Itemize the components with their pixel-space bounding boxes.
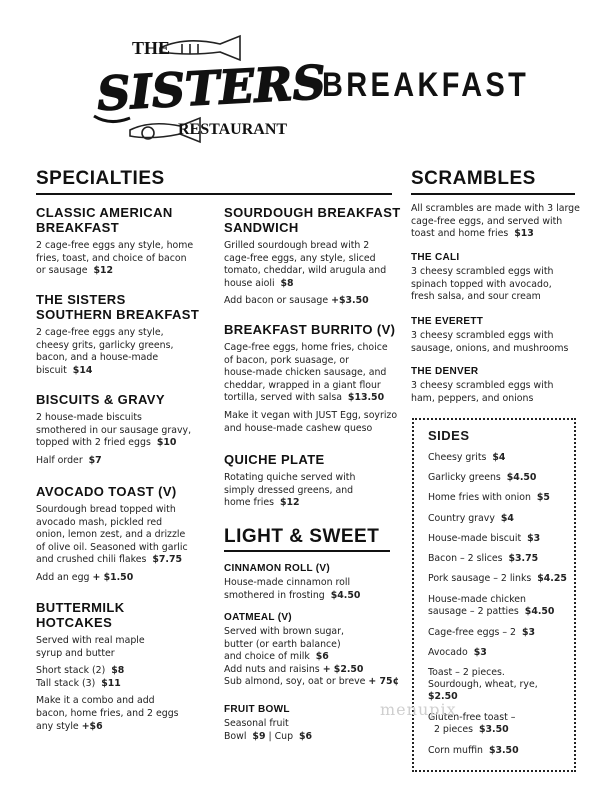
- light-sweet-rule: [224, 550, 390, 552]
- item-description: 3 cheesy scrambled eggs with spinach topped with avocado, fresh salsa, and sour cream: [411, 266, 554, 303]
- side-item: House-made chicken sausage – 2 patties $4.50: [428, 594, 555, 617]
- side-item: Home fries with onion $5: [428, 492, 550, 503]
- side-item: Gluten-free toast – 2 pieces $3.50: [428, 712, 516, 735]
- scrambles-rule: [411, 193, 575, 195]
- page-title: BREAKFAST: [322, 66, 530, 104]
- item-name: THE DENVER: [411, 366, 479, 377]
- item-description: 3 cheesy scrambled eggs with sausage, onions, and mushrooms: [411, 330, 569, 354]
- menu-item: [224, 452, 404, 510]
- item-name: THE SISTERS: [36, 292, 126, 307]
- specialties-heading: SPECIALTIES: [36, 168, 165, 189]
- item-price: $12: [93, 265, 114, 277]
- item-price: $13.50: [347, 392, 385, 404]
- menu-item: [224, 205, 404, 308]
- menu-item: [411, 316, 586, 355]
- item-name: FRUIT BOWL: [224, 704, 290, 715]
- item-name: AVOCADO TOAST (V): [36, 484, 177, 499]
- menu-item: [224, 563, 404, 602]
- light-sweet-heading: LIGHT & SWEET: [224, 526, 380, 547]
- side-item: Corn muffin $3.50: [428, 745, 519, 756]
- item-description: 2 cage-free eggs any style, home fries, toast, and choice of bacon or sausage $12: [36, 240, 194, 277]
- item-price: $4.50: [330, 589, 361, 601]
- side-item: Avocado $3: [428, 647, 487, 658]
- menu-item: [36, 292, 214, 377]
- item-name: BREAKFAST BURRITO (V): [224, 322, 396, 337]
- item-name: OATMEAL (V): [224, 612, 292, 623]
- item-price: $8: [280, 277, 294, 289]
- item-name: SANDWICH: [224, 220, 299, 235]
- item-name: BUTTERMILK: [36, 600, 125, 615]
- specialties-rule: [36, 193, 392, 195]
- item-description: Sourdough bread topped with avocado mash, pickled red onion, lemon zest, and a drizzle of olive oil. Seasoned with garlic and crushed chili flakes $7.75 Add an egg + $1.50: [36, 504, 188, 583]
- item-name: THE EVERETT: [411, 316, 484, 327]
- menu-item: [36, 484, 216, 585]
- item-name: BREAKFAST: [36, 220, 120, 235]
- item-description: House-made cinnamon roll smothered in frosting $4.50: [224, 577, 361, 601]
- item-price: $12: [279, 497, 300, 509]
- side-item: Pork sausage – 2 links $4.25: [428, 573, 567, 584]
- scrambles-price: $13: [514, 228, 534, 240]
- item-name: QUICHE PLATE: [224, 452, 325, 467]
- item-description: 2 house-made biscuits smothered in our sausage gravy, topped with 2 fried eggs $10 Half order $7: [36, 412, 192, 466]
- menu-item: [411, 252, 581, 304]
- scrambles-heading: SCRAMBLES: [411, 168, 536, 189]
- item-price: $6: [315, 651, 329, 663]
- item-description: 2 cage-free eggs any style, cheesy grits, garlicky greens, bacon, and a house-made biscuit $14: [36, 327, 174, 376]
- side-item: Bacon – 2 slices $3.75: [428, 553, 539, 564]
- menu-item: [36, 205, 214, 278]
- item-name: CINNAMON ROLL (V): [224, 563, 331, 574]
- side-item: Toast – 2 pieces. Sourdough, wheat, rye, $2.50: [428, 667, 538, 702]
- item-price: $7.75: [152, 554, 183, 566]
- menu-item: [224, 322, 404, 435]
- item-name: HOTCAKES: [36, 615, 113, 630]
- scrambles-intro: All scrambles are made with 3 large cage-free eggs, and served with toast and home fries $13: [411, 203, 580, 240]
- item-description: Seasonal fruit Bowl $9 | Cup $6: [224, 718, 313, 742]
- side-item: Garlicky greens $4.50: [428, 472, 537, 483]
- item-description: Served with brown sugar, butter (or earth balance) and choice of milk $6 Add nuts and raisins + $2.50 Sub almond, soy, oat or breve + 75¢: [224, 626, 400, 688]
- item-name: THE CALI: [411, 252, 460, 263]
- menu-item: [411, 366, 581, 405]
- item-description: Cage-free eggs, home fries, choice of bacon, pork suasage, or house-made chicken sausage, and cheddar, wrapped in a giant flour tortilla, served with salsa $13.50 Make it vegan with JUST Egg, soyrizo and house-made cashew queso: [224, 342, 398, 434]
- item-name: SOUTHERN BREAKFAST: [36, 307, 200, 322]
- logo-sisters: SISTERS: [95, 55, 327, 121]
- item-name: BISCUITS & GRAVY: [36, 392, 165, 407]
- item-description: Served with real maple syrup and butter Short stack (2) $8 Tall stack (3) $11 Make it a combo and add bacon, home fries, and 2 eggs any style +$6: [36, 635, 179, 732]
- logo-restaurant: RESTAURANT: [178, 121, 288, 138]
- side-item: Cheesy grits $4: [428, 452, 506, 463]
- watermark: menupix: [380, 700, 457, 719]
- menu-item: [224, 612, 404, 689]
- item-price: $14: [72, 364, 93, 376]
- item-description: Rotating quiche served with simply dressed greens, and home fries $12: [224, 472, 356, 509]
- side-item: Country gravy $4: [428, 513, 514, 524]
- menu-item: [36, 600, 214, 733]
- item-description: Grilled sourdough bread with 2 cage-free eggs, any style, sliced tomato, cheddar, wild arugula and house aioli $8 Add bacon or sausage +$3.50: [224, 240, 387, 307]
- side-item: Cage-free eggs – 2 $3: [428, 627, 536, 638]
- side-item: House-made biscuit $3: [428, 533, 541, 544]
- menu-item: [36, 392, 214, 467]
- item-name: CLASSIC AMERICAN: [36, 205, 173, 220]
- item-name: SOURDOUGH BREAKFAST: [224, 205, 401, 220]
- menu-item: [224, 704, 404, 743]
- item-description: 3 cheesy scrambled eggs with ham, peppers, and onions: [411, 380, 554, 404]
- logo-the: THE: [132, 38, 171, 58]
- sides-heading: SIDES: [428, 428, 470, 443]
- item-price: $10: [156, 437, 177, 449]
- restaurant-logo: [90, 30, 327, 160]
